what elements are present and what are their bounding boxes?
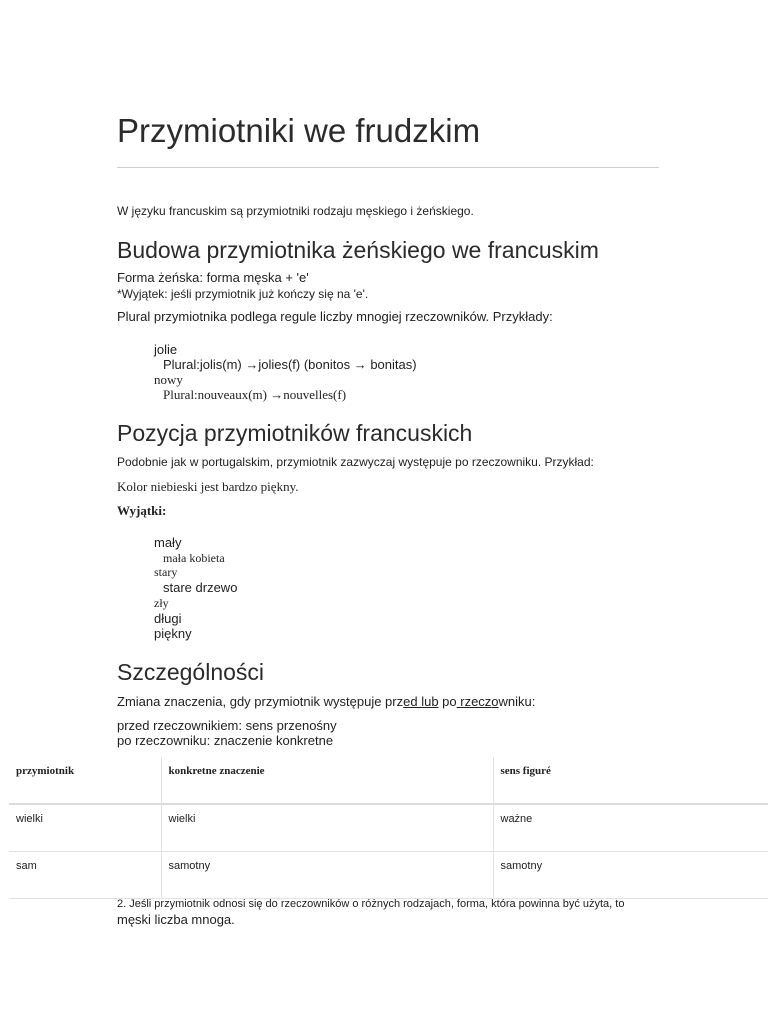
list-item [142, 611, 181, 626]
table-cell: ważne [493, 804, 768, 852]
exception-note: *Wyjątek: jeśli przymiotnik już kończy się na 'e'. [117, 287, 369, 301]
meaning-table [9, 757, 768, 899]
example-word: nowy [154, 372, 183, 387]
example-word: jolie [154, 342, 178, 357]
exception-detail: mała kobieta [163, 551, 225, 565]
list-item [142, 342, 177, 357]
list-item [142, 535, 181, 550]
feminine-rule-text: Forma żeńska: forma męska + 'e' [117, 270, 309, 285]
exceptions-label: Wyjątki: [117, 503, 167, 518]
section-heading-particulars: Szczególności [117, 659, 265, 685]
meaning-change-text: Zmiana znaczenia, gdy przymiotnik występuje przed lub po rzeczowniku: [117, 694, 536, 709]
section-heading-position: Pozycja przymiotników francuskich [117, 420, 473, 446]
table-row [9, 852, 768, 899]
section-heading-structure: Budowa przymiotnika żeńskiego we francuskim [117, 237, 599, 263]
table-header-row [9, 757, 768, 804]
exception-word: zły [154, 596, 169, 610]
position-text: Podobnie jak w portugalskim, przymiotnik zazwyczaj występuje po rzeczowniku. Przykład: [117, 455, 594, 469]
title-divider [117, 167, 659, 168]
example-detail: Plural:nouveaux(m) →nouvelles(f) [163, 387, 347, 402]
exception-word: mały [154, 535, 182, 550]
after-noun-text: po rzeczowniku: znaczenie konkretne [117, 733, 334, 748]
list-item [142, 626, 192, 641]
table-cell: wielki [161, 804, 493, 852]
table-cell: sam [9, 852, 161, 899]
list-item [142, 596, 169, 611]
footer-note-line1: 2. Jeśli przymiotnik odnosi się do rzeczowników o różnych rodzajach, forma, która powinna być użyta, to [117, 898, 625, 910]
footer-note-line2: męski liczba mnoga. [117, 912, 235, 927]
page-title: Przymiotniki we frudzkim [117, 112, 481, 149]
exception-word: piękny [154, 626, 192, 641]
exception-detail: stare drzewo [163, 580, 238, 595]
table-cell: wielki [9, 804, 161, 852]
table-header-cell: konkretne znaczenie [161, 757, 493, 804]
position-example: Kolor niebieski jest bardzo piękny. [117, 479, 299, 494]
example-detail: Plural:jolis(m) →jolies(f) (bonitos → bonitas) [163, 357, 417, 372]
table-header-cell: przymiotnik [9, 757, 161, 804]
table-cell: samotny [493, 852, 768, 899]
list-item [142, 372, 183, 388]
list-item [142, 565, 177, 580]
exception-word: długi [154, 611, 182, 626]
table-cell: samotny [161, 852, 493, 899]
before-noun-text: przed rzeczownikiem: sens przenośny [117, 718, 337, 733]
intro-text: W języku francuskim są przymiotniki rodzaju męskiego i żeńskiego. [117, 204, 474, 218]
table-header-cell: sens figuré [493, 757, 768, 804]
plural-note: Plural przymiotnika podlega regule liczby mnogiej rzeczowników. Przykłady: [117, 309, 553, 324]
exception-word: stary [154, 565, 178, 579]
table-row [9, 804, 768, 852]
